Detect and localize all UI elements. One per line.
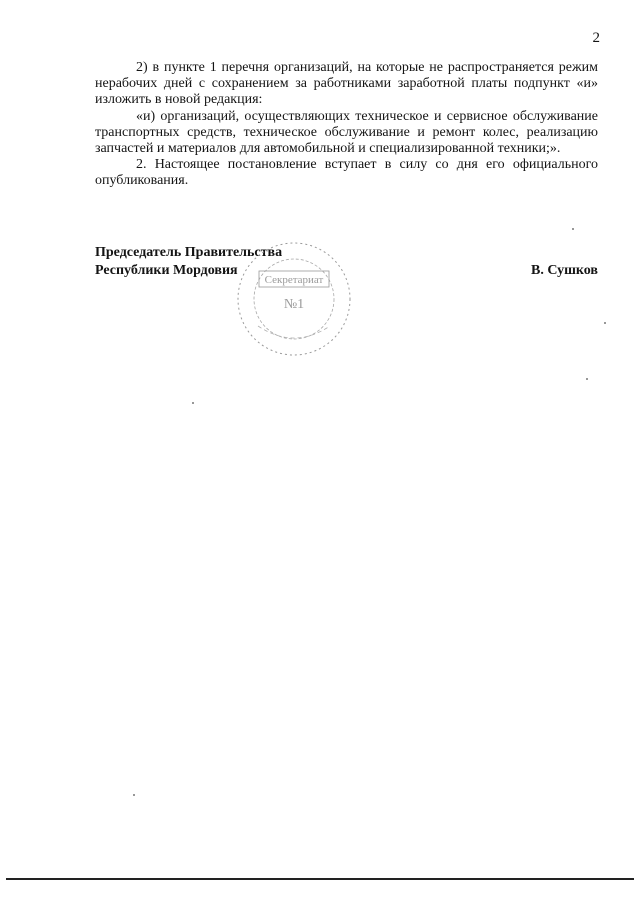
page-bottom-rule bbox=[6, 878, 634, 880]
scan-speck bbox=[192, 402, 194, 404]
signer-title-line-2: Республики Мордовия bbox=[95, 263, 238, 278]
paragraph-effective-date: 2. Настоящее постановление вступает в силу со дня его официального опубликования. bbox=[95, 157, 598, 189]
scan-speck bbox=[572, 228, 574, 230]
signer-name: В. Сушков bbox=[530, 263, 598, 278]
page-number: 2 bbox=[592, 30, 600, 46]
document-body bbox=[95, 60, 598, 190]
svg-text:Секретариат: Секретариат bbox=[264, 274, 324, 286]
paragraph-amendment-2: 2) в пункте 1 перечня организаций, на которые не распространяется режим нерабочих дней с сохранением за работниками заработной платы подпункт «и» изложить в новой редакция: bbox=[95, 60, 598, 108]
svg-text:№1: №1 bbox=[283, 297, 305, 312]
signer-title-line-1: Председатель Правительства bbox=[95, 245, 283, 260]
scan-speck bbox=[133, 794, 135, 796]
scan-speck bbox=[604, 322, 606, 324]
scan-speck bbox=[586, 378, 588, 380]
official-stamp-seal bbox=[233, 238, 355, 360]
paragraph-subpoint-i: «и) организаций, осуществляющих техническое и сервисное обслуживание транспортных средств, техническое обслуживание и ремонт колес, реализацию запчастей и материалов для автомобильной и специализированной техники;». bbox=[95, 108, 598, 157]
